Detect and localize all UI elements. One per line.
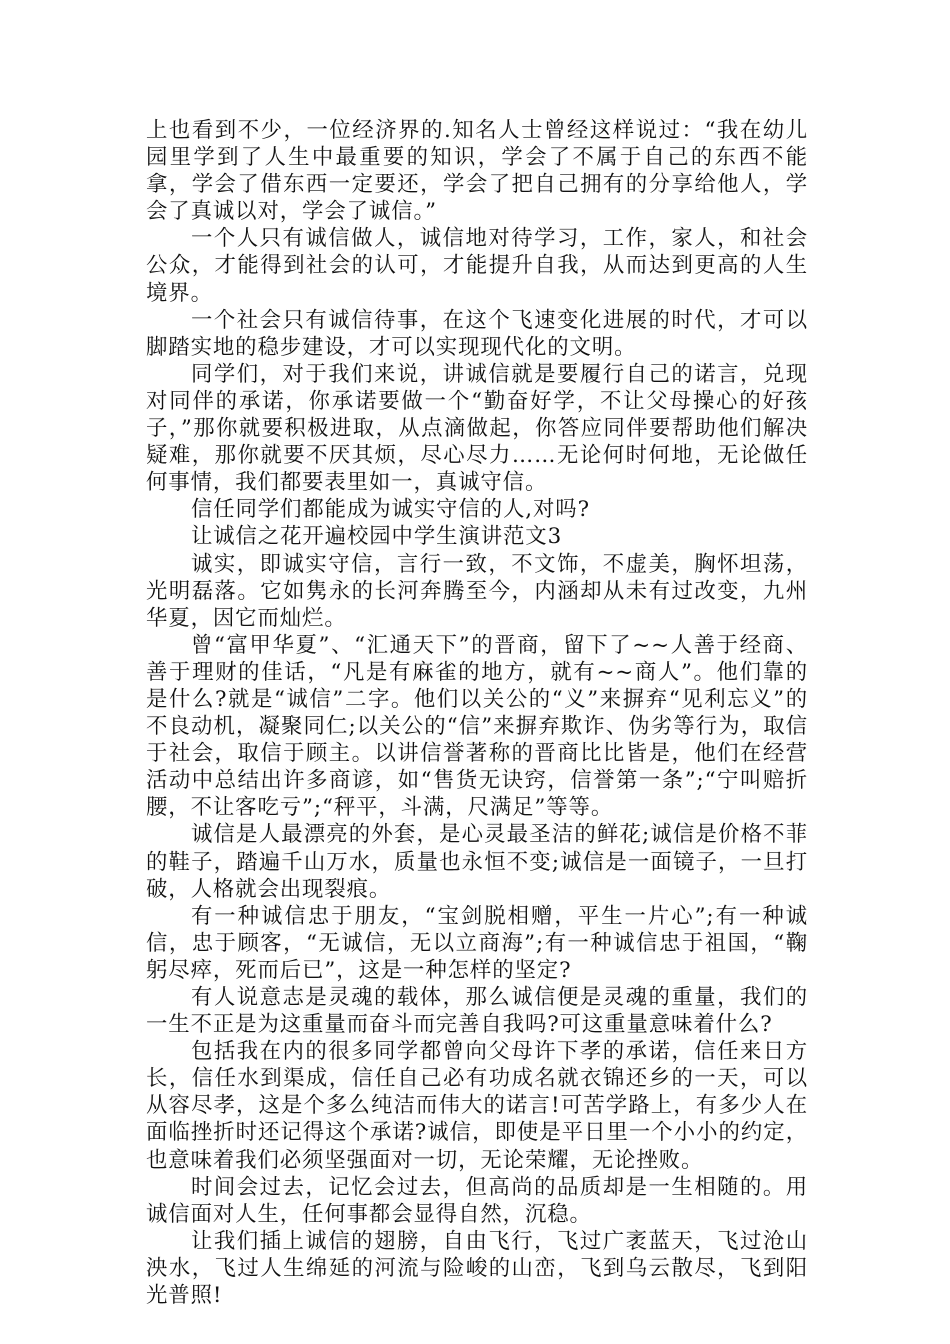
paragraph-12: 包括我在内的很多同学都曾向父母许下孝的承诺，信任来日方长，信任水到渠成，信任自己必有功成名就衣锦还乡的一天，可以从容尽孝，这是个多么纯洁而伟大的诺言!可苦学路上，有多少人在面临挫折时还记得这个承诺?诚信，即使是平日里一个小小的约定，也意味着我们必须坚强面对一切，无论荣耀，无论挫败。 xyxy=(146,1039,808,1173)
paragraph-1: 上也看到不少，一位经济界的.知名人士曾经这样说过：“我在幼儿园里学到了人生中最重要的知识，学会了不属于自己的东西不能拿，学会了借东西一定要还，学会了把自己拥有的分享给他人，学会了真诚以对，学会了诚信。” xyxy=(146,118,808,225)
section-title: 让诚信之花开遍校园中学生演讲范文3 xyxy=(190,524,563,550)
paragraph-4: 同学们，对于我们来说，讲诚信就是要履行自己的诺言，兑现对同伴的承诺，你承诺要做一个“勤奋好学，不让父母操心的好孩子，”那你就要积极进取，从点滴做起，你答应同伴要帮助他们解决疑难，那你就要不厌其烦，尽心尽力……无论何时何地，无论做任何事情，我们都要表里如一，真诚守信。 xyxy=(146,361,808,496)
document-body xyxy=(146,117,808,1309)
paragraph-2: 一个人只有诚信做人，诚信地对待学习，工作，家人，和社会公众，才能得到社会的认可，才能提升自我，从而达到更高的人生境界。 xyxy=(146,226,808,306)
paragraph-10: 有一种诚信忠于朋友，“宝剑脱相赠，平生一片心”;有一种诚信，忠于顾客，“无诚信，无以立商海”;有一种诚信忠于祖国，“鞠躬尽瘁，死而后已”，这是一种怎样的坚定? xyxy=(146,903,808,983)
paragraph-11: 有人说意志是灵魂的载体，那么诚信便是灵魂的重量，我们的一生不正是为这重量而奋斗而完善自我吗?可这重量意味着什么? xyxy=(146,985,808,1038)
paragraph-3: 一个社会只有诚信待事，在这个飞速变化进展的时代，才可以脚踏实地的稳步建设，才可以实现现代化的文明。 xyxy=(146,307,808,360)
paragraph-7: 诚实，即诚实守信，言行一致，不文饰，不虚美，胸怀坦荡，光明磊落。它如隽永的长河奔腾至今，内涵却从未有过改变，九州华夏，因它而灿烂。 xyxy=(146,551,808,631)
paragraph-13: 时间会过去，记忆会过去，但高尚的品质却是一生相随的。用诚信面对人生，任何事都会显得自然，沉稳。 xyxy=(146,1174,808,1227)
paragraph-5: 信任同学们都能成为诚实守信的人,对吗? xyxy=(190,497,590,523)
paragraph-9: 诚信是人最漂亮的外套，是心灵最圣洁的鲜花;诚信是价格不菲的鞋子，踏遍千山万水，质量也永恒不变;诚信是一面镜子，一旦打破，人格就会出现裂痕。 xyxy=(146,822,808,902)
paragraph-8: 曾“富甲华夏”、“汇通天下”的晋商，留下了~~人善于经商、善于理财的佳话，“凡是有麻雀的地方，就有~~商人”。他们靠的是什么?就是“诚信”二字。他们以关公的“义”来摒弃“见利忘义”的不良动机，凝聚同仁;以关公的“信”来摒弃欺诈、伪劣等行为，取信于社会，取信于顾主。以讲信誉著称的晋商比比皆是，他们在经营活动中总结出许多商谚，如“售货无诀窍，信誉第一条”;“宁叫赔折腰，不让客吃亏”;“秤平，斗满，尺满足”等等。 xyxy=(146,632,808,821)
paragraph-14: 让我们插上诚信的翅膀，自由飞行，飞过广袤蓝天，飞过沧山泱水，飞过人生绵延的河流与险峻的山峦，飞到乌云散尽，飞到阳光普照! xyxy=(146,1228,808,1309)
